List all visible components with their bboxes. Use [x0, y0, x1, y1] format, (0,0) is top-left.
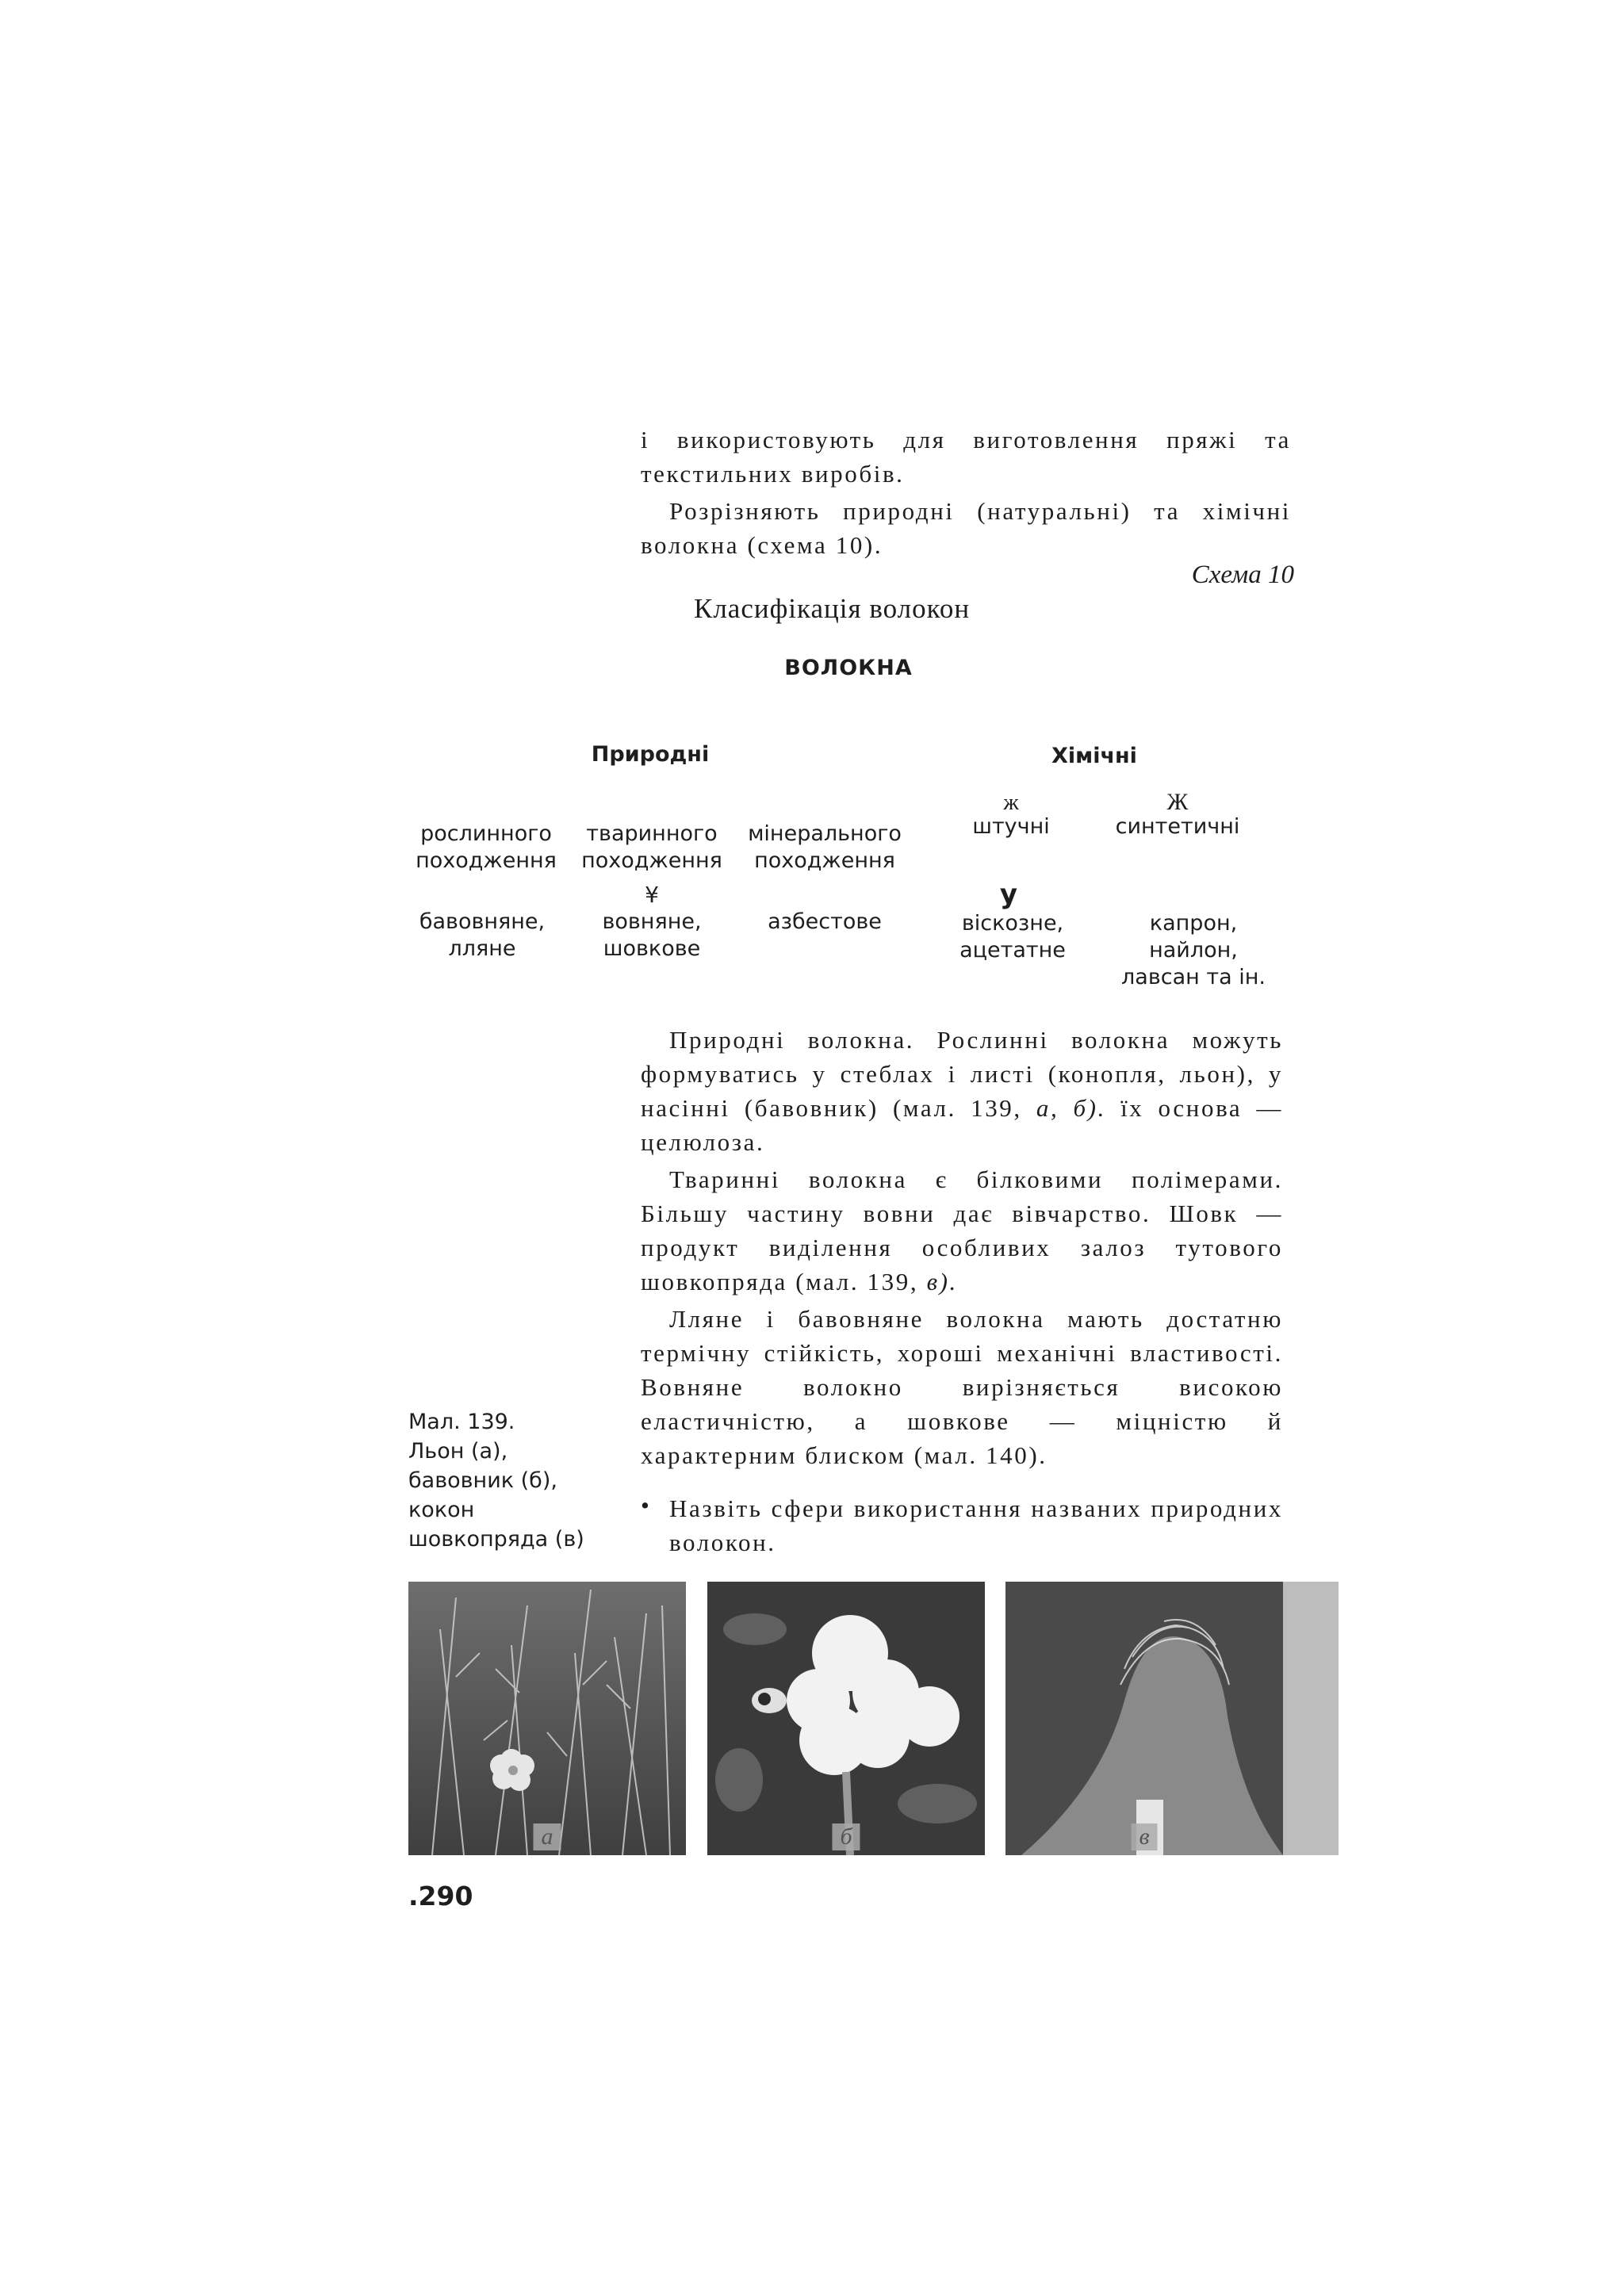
node-plant-origin: рослинного походження: [416, 821, 557, 873]
node-artificial: ж штучні: [932, 793, 1090, 840]
node-fibers: ВОЛОКНА: [784, 656, 913, 680]
node-natural: Природні: [591, 742, 710, 767]
figure-caption: Мал. 139. Льон (а), бавовник (б), кокон шовкопряда (в): [408, 1410, 584, 1552]
synthetic-mark: Ж: [1166, 789, 1189, 815]
photo-flax: [408, 1582, 686, 1855]
paragraph-fiber-types: Розрізняють природні (натуральні) та хімічні волокна (схема 10).: [641, 497, 1291, 559]
example-mineral: азбестове: [768, 909, 882, 934]
example-synthetic: капрон, найлон, лавсан та ін.: [1121, 911, 1266, 989]
photo-cotton: [707, 1582, 985, 1855]
node-mineral-origin: мінерального походження: [748, 821, 902, 873]
photo-letter-c: в: [1131, 1823, 1157, 1850]
artificial-arrow-mark: у: [999, 878, 1018, 910]
node-animal-origin: тваринного походження: [581, 821, 722, 873]
bullet-mark: •: [641, 1491, 649, 1519]
page-number: .290: [408, 1881, 473, 1911]
scheme-title: Класифікація волокон: [694, 593, 971, 624]
body-text: [641, 1023, 1283, 1559]
photo-letter-b: б: [832, 1823, 860, 1850]
top-text: [641, 423, 1291, 562]
flax-illustration: [408, 1582, 686, 1855]
paragraph-animal-fibers: Тваринні волокна є білковими полімерами. Більшу частину вовни дає вівчарство. Шовк — продукт виділення особливих залоз тутового шовкопряда (мал. 139, в).: [641, 1165, 1283, 1295]
example-artificial: віскозне, ацетатне: [959, 911, 1066, 962]
node-synthetic: Ж синтетичні: [1086, 791, 1269, 840]
paragraph-continuation: і використовують для виготовлення пряжі та текстильних виробів.: [641, 426, 1291, 488]
photo-letter-a: а: [534, 1823, 561, 1850]
bullet-question: [641, 1488, 1283, 1559]
artificial-mark: ж: [1003, 790, 1019, 815]
scheme-label: Схема 10: [1191, 561, 1294, 589]
example-plant: бавовняне, лляне: [419, 909, 546, 961]
paragraph-fiber-properties: Лляне і бавовняне волокна мають достатню термічну стійкість, хороші механічні властивості. Вовняне волокно вирізняється високою еластичністю, а шовкове — міцністю й характерним блиском (мал. 140).: [641, 1305, 1283, 1469]
cocoon-illustration: [1005, 1582, 1339, 1855]
cotton-illustration: [707, 1582, 985, 1855]
example-animal: вовняне, шовкове: [602, 909, 702, 961]
photo-cocoon: [1005, 1582, 1339, 1855]
bullet-text: Назвіть сфери використання названих природних волокон.: [669, 1494, 1283, 1556]
node-chemical: Хімічні: [1051, 744, 1137, 768]
animal-arrow-mark: ¥: [645, 882, 659, 908]
paragraph-natural-fibers: Природні волокна. Рослинні волокна можуть формуватись у стеблах і листі (конопля, льон), у насінні (бавовник) (мал. 139, а, б). їх основа — целюлоза.: [641, 1026, 1283, 1156]
